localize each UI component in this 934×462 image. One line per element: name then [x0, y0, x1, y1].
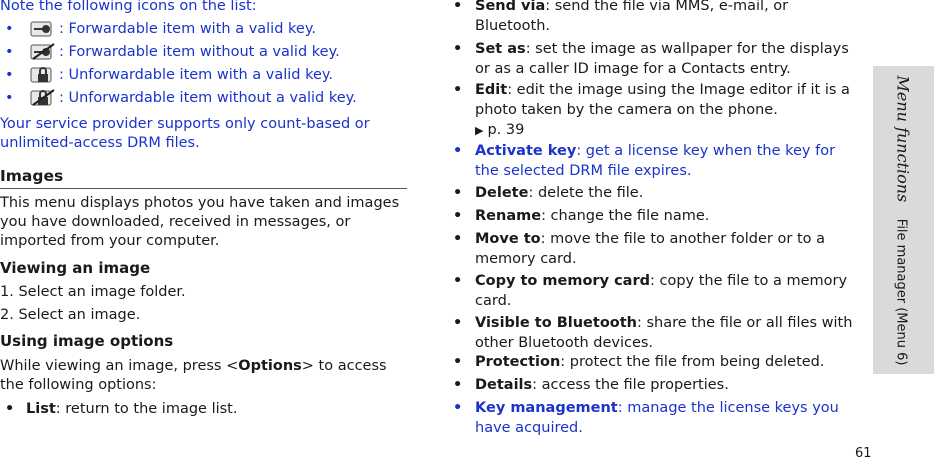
option-desc: : send the file via MMS, e-mail, or Bluetooth.	[475, 0, 789, 34]
options-description	[0, 356, 387, 376]
images-heading: Images	[0, 167, 64, 185]
icon-legend-text: : Unforwardable item without a valid key.	[59, 90, 357, 106]
provider-note-line: unlimited-access DRM files.	[0, 135, 200, 151]
option-desc: : set the image as wallpaper for the displays or as a caller ID image for a Contacts entry.	[475, 41, 849, 77]
icon-legend-text: : Forwardable item with a valid key.	[59, 21, 316, 37]
viewing-heading: Viewing an image	[0, 259, 151, 277]
text-fragment: > to access	[301, 358, 387, 374]
bullet: •	[5, 21, 14, 37]
option-term: Delete	[475, 185, 529, 201]
lock-valid-icon	[30, 66, 56, 84]
option-term: Set as	[475, 41, 526, 57]
option-term: Key management	[475, 400, 618, 416]
section-title: Menu functions	[893, 75, 913, 202]
option-term: Rename	[475, 208, 542, 224]
section-sidebar-label	[893, 75, 912, 365]
option-desc: : return to the image list.	[55, 401, 238, 417]
icon-legend-text: : Unforwardable item with a valid key.	[59, 67, 334, 83]
option-term: Send via	[475, 0, 546, 14]
option-term: Protection	[475, 354, 561, 370]
option-term: Visible to Bluetooth	[475, 315, 637, 331]
bullet: •	[453, 185, 463, 201]
page-reference: p. 39	[487, 122, 525, 138]
option-desc: : manage the license keys you have acquired.	[475, 400, 839, 436]
option-desc: : share the file or all files with other Bluetooth devices.	[475, 315, 853, 351]
key-invalid-icon	[30, 43, 56, 61]
option-desc: : get a license key when the key for the selected DRM file expires.	[475, 143, 836, 179]
option-term: List	[26, 401, 56, 417]
bullet: •	[5, 44, 14, 60]
icon-list-intro: Note the following icons on the list:	[0, 0, 257, 14]
bullet: •	[453, 0, 463, 14]
bullet: •	[453, 273, 463, 289]
provider-note-line: Your service provider supports only count-based or	[0, 116, 370, 132]
option-desc: : delete the file.	[528, 185, 644, 201]
options-heading: Using image options	[0, 332, 174, 350]
page-reference-arrow-icon: ▶	[475, 124, 484, 137]
bullet: •	[453, 41, 463, 57]
option-term: Move to	[475, 231, 541, 247]
paragraph-line: imported from your computer.	[0, 233, 220, 249]
option-term: Details	[475, 377, 533, 393]
lock-invalid-icon	[30, 89, 56, 107]
step-item: 1. Select an image folder.	[0, 284, 186, 300]
subsection-title: File manager (Menu 6)	[893, 218, 909, 365]
option-desc: : move the file to another folder or to a memory card.	[475, 231, 825, 267]
page-number: 61	[855, 446, 872, 461]
options-description-line: the following options:	[0, 377, 157, 393]
option-desc: : change the file name.	[541, 208, 710, 224]
options-key-label: Options	[238, 358, 302, 374]
text-fragment: While viewing an image, press <	[0, 358, 239, 374]
bullet: •	[453, 377, 463, 393]
option-desc: : protect the file from being deleted.	[560, 354, 825, 370]
bullet: •	[453, 400, 463, 416]
option-desc: : copy the file to a memory card.	[475, 273, 848, 309]
paragraph-line: you have downloaded, received in messages, or	[0, 214, 351, 230]
bullet: •	[453, 354, 463, 370]
bullet: •	[5, 90, 14, 106]
key-valid-icon	[30, 20, 56, 38]
bullet: •	[453, 143, 463, 159]
bullet: •	[5, 67, 14, 83]
icon-legend-text: : Forwardable item without a valid key.	[59, 44, 340, 60]
bullet: •	[5, 401, 15, 417]
option-desc: : access the file properties.	[532, 377, 729, 393]
option-term: Copy to memory card	[475, 273, 650, 289]
bullet: •	[453, 231, 463, 247]
step-item: 2. Select an image.	[0, 307, 141, 323]
option-term: Edit	[475, 82, 508, 98]
bullet: •	[453, 315, 463, 331]
paragraph-line: This menu displays photos you have taken and images	[0, 195, 400, 211]
heading-rule	[0, 188, 407, 189]
option-desc: : edit the image using the Image editor if it is a photo taken by the camera on the phone.	[475, 82, 850, 118]
bullet: •	[453, 82, 463, 98]
option-term: Activate key	[475, 143, 577, 159]
bullet: •	[453, 208, 463, 224]
